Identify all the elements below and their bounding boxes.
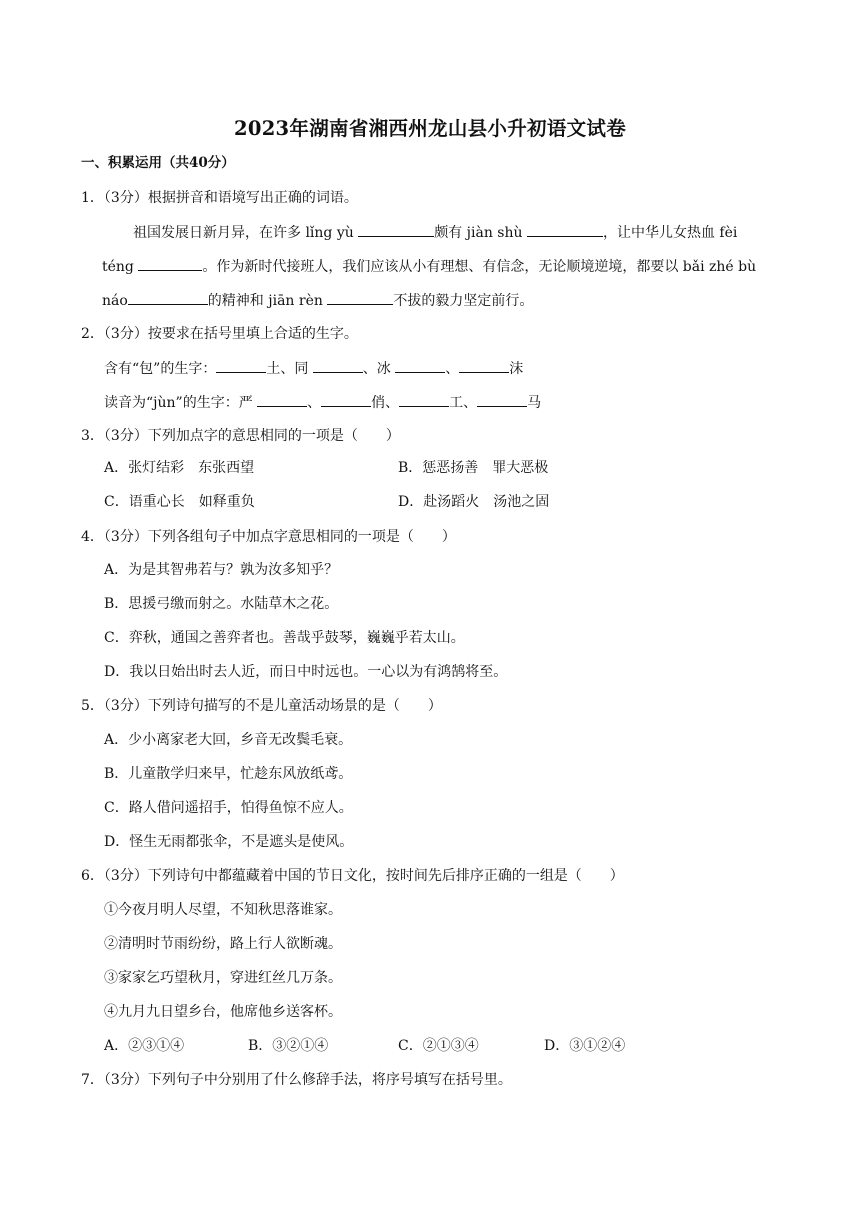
question-1-line-3: náo 的精神和 jiān rèn 不拔的毅力坚定前行。 bbox=[102, 290, 533, 311]
question-3-row-ab bbox=[104, 458, 804, 478]
question-1-line-1: 祖国发展日新月异，在许多 lǐng yù 颇有 jiàn shù ，让中华儿女热血 fèi bbox=[133, 222, 737, 243]
question-2-row-2: 读音为“jùn”的生字：严 、 俏、 工、 马 bbox=[104, 392, 541, 413]
answer-blank[interactable] bbox=[327, 290, 393, 305]
option-c[interactable]: C．弈秋，通国之善弈者也。善哉乎鼓琴，巍巍乎若太山。 bbox=[104, 630, 465, 646]
question-2-row-1: 含有“包”的生字： 土、同 、冰 、 沫 bbox=[104, 358, 523, 379]
question-7-stem: 7．（3分）下列句子中分别用了什么修辞手法，将序号填写在括号里。 bbox=[81, 1072, 512, 1088]
answer-blank[interactable] bbox=[399, 392, 449, 407]
answer-blank[interactable] bbox=[313, 358, 363, 373]
option-a[interactable]: A．为是其智弗若与？孰为汝多知乎？ bbox=[104, 562, 339, 578]
option-b[interactable]: B．思援弓缴而射之。水陆草木之花。 bbox=[104, 596, 339, 612]
answer-blank[interactable] bbox=[527, 222, 603, 237]
question-1-stem: 1．（3分）根据拼音和语境写出正确的词语。 bbox=[81, 190, 358, 206]
answer-blank[interactable] bbox=[395, 358, 445, 373]
answer-blank[interactable] bbox=[459, 358, 509, 373]
option-d[interactable]: D．赴汤蹈火 汤池之固 bbox=[398, 494, 550, 510]
question-3-row-cd bbox=[104, 492, 804, 512]
poem-line-2: ②清明时节雨纷纷，路上行人欲断魂。 bbox=[104, 936, 342, 952]
answer-blank[interactable] bbox=[358, 222, 434, 237]
option-a[interactable]: A．②③①④ bbox=[104, 1038, 185, 1054]
answer-blank[interactable] bbox=[138, 256, 202, 271]
option-b[interactable]: B．③②①④ bbox=[248, 1038, 329, 1054]
option-d[interactable]: D．③①②④ bbox=[544, 1038, 626, 1054]
poem-line-4: ④九月九日望乡台，他席他乡送客杯。 bbox=[104, 1004, 342, 1020]
section-heading: 一、积累运用（共40分） bbox=[81, 155, 235, 171]
answer-blank[interactable] bbox=[477, 392, 527, 407]
option-b[interactable]: B．惩恶扬善 罪大恶极 bbox=[398, 460, 549, 476]
option-c[interactable]: C．②①③④ bbox=[398, 1038, 479, 1054]
question-4-stem: 4．（3分）下列各组句子中加点字意思相同的一项是（ ） bbox=[81, 529, 456, 545]
option-c[interactable]: C．路人借问遥招手，怕得鱼惊不应人。 bbox=[104, 800, 353, 816]
question-5-stem: 5．（3分）下列诗句描写的不是儿童活动场景的是（ ） bbox=[81, 698, 442, 714]
option-d[interactable]: D．我以日始出时去人近，而日中时远也。一心以为有鸿鹄将至。 bbox=[104, 664, 508, 680]
page-title: 2023年湖南省湘西州龙山县小升初语文试卷 bbox=[233, 117, 627, 140]
option-b[interactable]: B．儿童散学归来早，忙趁东风放纸鸢。 bbox=[104, 766, 353, 782]
question-6-stem: 6．（3分）下列诗句中都蕴藏着中国的节日文化，按时间先后排序正确的一组是（ ） bbox=[81, 868, 624, 884]
option-c[interactable]: C．语重心长 如释重负 bbox=[104, 494, 255, 510]
answer-blank[interactable] bbox=[128, 290, 208, 305]
option-a[interactable]: A．少小离家老大回，乡音无改鬓毛衰。 bbox=[104, 732, 353, 748]
question-3-stem: 3．（3分）下列加点字的意思相同的一项是（ ） bbox=[81, 428, 400, 444]
poem-line-1: ①今夜月明人尽望，不知秋思落谁家。 bbox=[104, 902, 342, 918]
option-d[interactable]: D．怪生无雨都张伞，不是遮头是使风。 bbox=[104, 834, 354, 850]
option-a[interactable]: A．张灯结彩 东张西望 bbox=[104, 460, 255, 476]
answer-blank[interactable] bbox=[216, 358, 266, 373]
question-2-stem: 2．（3分）按要求在括号里填上合适的生字。 bbox=[81, 326, 358, 342]
answer-blank[interactable] bbox=[321, 392, 371, 407]
poem-line-3: ③家家乞巧望秋月，穿进红丝几万条。 bbox=[104, 970, 342, 986]
answer-blank[interactable] bbox=[257, 392, 307, 407]
question-1-line-2: téng 。作为新时代接班人，我们应该从小有理想、有信念，无论顺境逆境，都要以 bǎi zhé bù bbox=[102, 256, 756, 277]
